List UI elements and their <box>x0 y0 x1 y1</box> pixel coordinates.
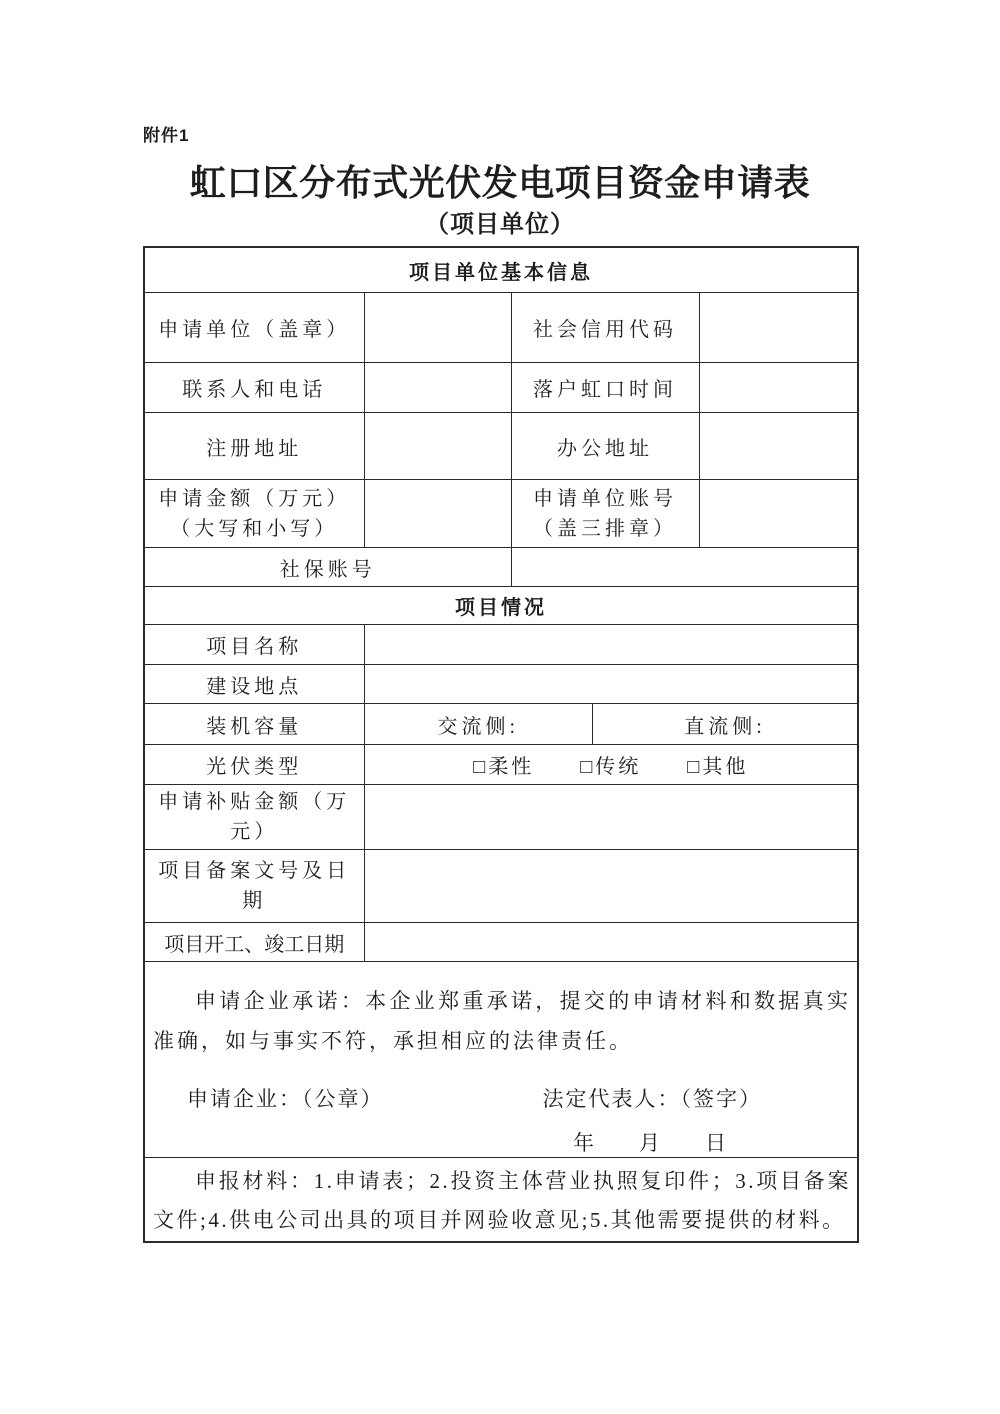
table-row <box>144 704 858 745</box>
field-registered-address[interactable] <box>364 413 511 480</box>
field-apply-amount[interactable] <box>364 480 511 548</box>
signature-row <box>145 1061 857 1113</box>
page-title: 虹口区分布式光伏发电项目资金申请表 <box>189 162 811 203</box>
table-row <box>144 625 858 665</box>
checkbox-option-flexible[interactable]: □柔性 <box>473 756 535 778</box>
label-apply-amount <box>144 480 364 548</box>
label-installed-capacity: 装机容量 <box>144 704 364 745</box>
dc-side-label: 直流侧: <box>684 715 766 738</box>
label-subsidy-amount-line2: 元） <box>230 821 279 843</box>
year-month-day-label: 年 月 日 <box>573 1130 727 1155</box>
section-basic-info-row <box>144 247 858 293</box>
label-apply-amount-line1: 申请金额（万元） <box>158 487 351 510</box>
pledge-row <box>144 962 858 1158</box>
section-project-header: 项目情况 <box>144 587 858 625</box>
table-row <box>144 293 858 363</box>
label-record-number-line2: 期 <box>242 890 267 912</box>
materials-text: 申报材料：1.申请表；2.投资主体营业执照复印件；3.项目备案文件;4.供电公司出具的项目并网验收意见;5.其他需要提供的材料。 <box>153 1169 851 1232</box>
attachment-label: 附件1 <box>143 126 190 145</box>
field-project-name[interactable] <box>364 625 858 665</box>
table-row <box>144 665 858 704</box>
field-applicant-unit[interactable] <box>364 293 511 363</box>
table-row <box>144 785 858 850</box>
table-row <box>144 480 858 548</box>
date-row <box>145 1127 857 1157</box>
ac-side-cell[interactable] <box>365 704 594 744</box>
label-credit-code: 社会信用代码 <box>511 293 699 363</box>
table-row <box>144 548 858 587</box>
field-office-address[interactable] <box>699 413 858 480</box>
field-unit-account[interactable] <box>699 480 858 548</box>
field-construction-site[interactable] <box>364 665 858 704</box>
pledge-cell <box>144 962 858 1158</box>
field-record-number[interactable] <box>364 850 858 923</box>
label-start-completion-date: 项目开工、竣工日期 <box>144 923 364 962</box>
label-subsidy-amount-line1: 申请补贴金额（万 <box>158 791 351 813</box>
label-office-address: 办公地址 <box>511 413 699 480</box>
label-unit-account <box>511 480 699 548</box>
field-settle-hongkou-time[interactable] <box>699 363 858 413</box>
table-row <box>144 745 858 785</box>
pledge-text: 申请企业承诺：本企业郑重承诺，提交的申请材料和数据真实准确，如与事实不符，承担相应的法律责任。 <box>153 988 851 1053</box>
table-row <box>144 363 858 413</box>
section-basic-info-header: 项目单位基本信息 <box>144 247 858 293</box>
label-project-name: 项目名称 <box>144 625 364 665</box>
company-seal-label: 申请企业：（公章） <box>187 1086 384 1111</box>
materials-row <box>144 1158 858 1243</box>
section-project-row <box>144 587 858 625</box>
label-registered-address: 注册地址 <box>144 413 364 480</box>
installed-capacity-cell <box>364 704 858 745</box>
label-contact-phone: 联系人和电话 <box>144 363 364 413</box>
table-row <box>144 850 858 923</box>
label-unit-account-line1: 申请单位账号 <box>533 487 677 510</box>
field-contact-phone[interactable] <box>364 363 511 413</box>
label-unit-account-line2: （盖三排章） <box>533 517 677 540</box>
materials-cell <box>144 1158 858 1243</box>
dc-side-cell[interactable] <box>593 704 857 744</box>
label-record-number-line1: 项目备案文号及日 <box>158 860 351 882</box>
label-record-number <box>144 850 364 923</box>
label-pv-type: 光伏类型 <box>144 745 364 785</box>
field-credit-code[interactable] <box>699 293 858 363</box>
label-subsidy-amount <box>144 785 364 850</box>
page-subtitle: （项目单位） <box>425 211 575 238</box>
legal-representative-label: 法定代表人：（签字） <box>542 1086 762 1111</box>
label-construction-site: 建设地点 <box>144 665 364 704</box>
pv-type-options-cell <box>364 745 858 785</box>
checkbox-option-other[interactable]: □其他 <box>687 756 749 778</box>
field-start-completion-date[interactable] <box>364 923 858 962</box>
ac-side-label: 交流侧: <box>437 715 520 738</box>
table-row <box>144 923 858 962</box>
label-social-security-account: 社保账号 <box>144 548 511 587</box>
table-row <box>144 413 858 480</box>
checkbox-option-traditional[interactable]: □传统 <box>580 756 642 778</box>
label-settle-hongkou-time: 落户虹口时间 <box>511 363 699 413</box>
label-apply-amount-line2: （大写和小写） <box>170 517 339 540</box>
field-social-security-account[interactable] <box>511 548 858 587</box>
document-content <box>143 0 857 1243</box>
field-subsidy-amount[interactable] <box>364 785 858 850</box>
application-form-table <box>143 246 859 1243</box>
label-applicant-unit: 申请单位（盖章） <box>144 293 364 363</box>
